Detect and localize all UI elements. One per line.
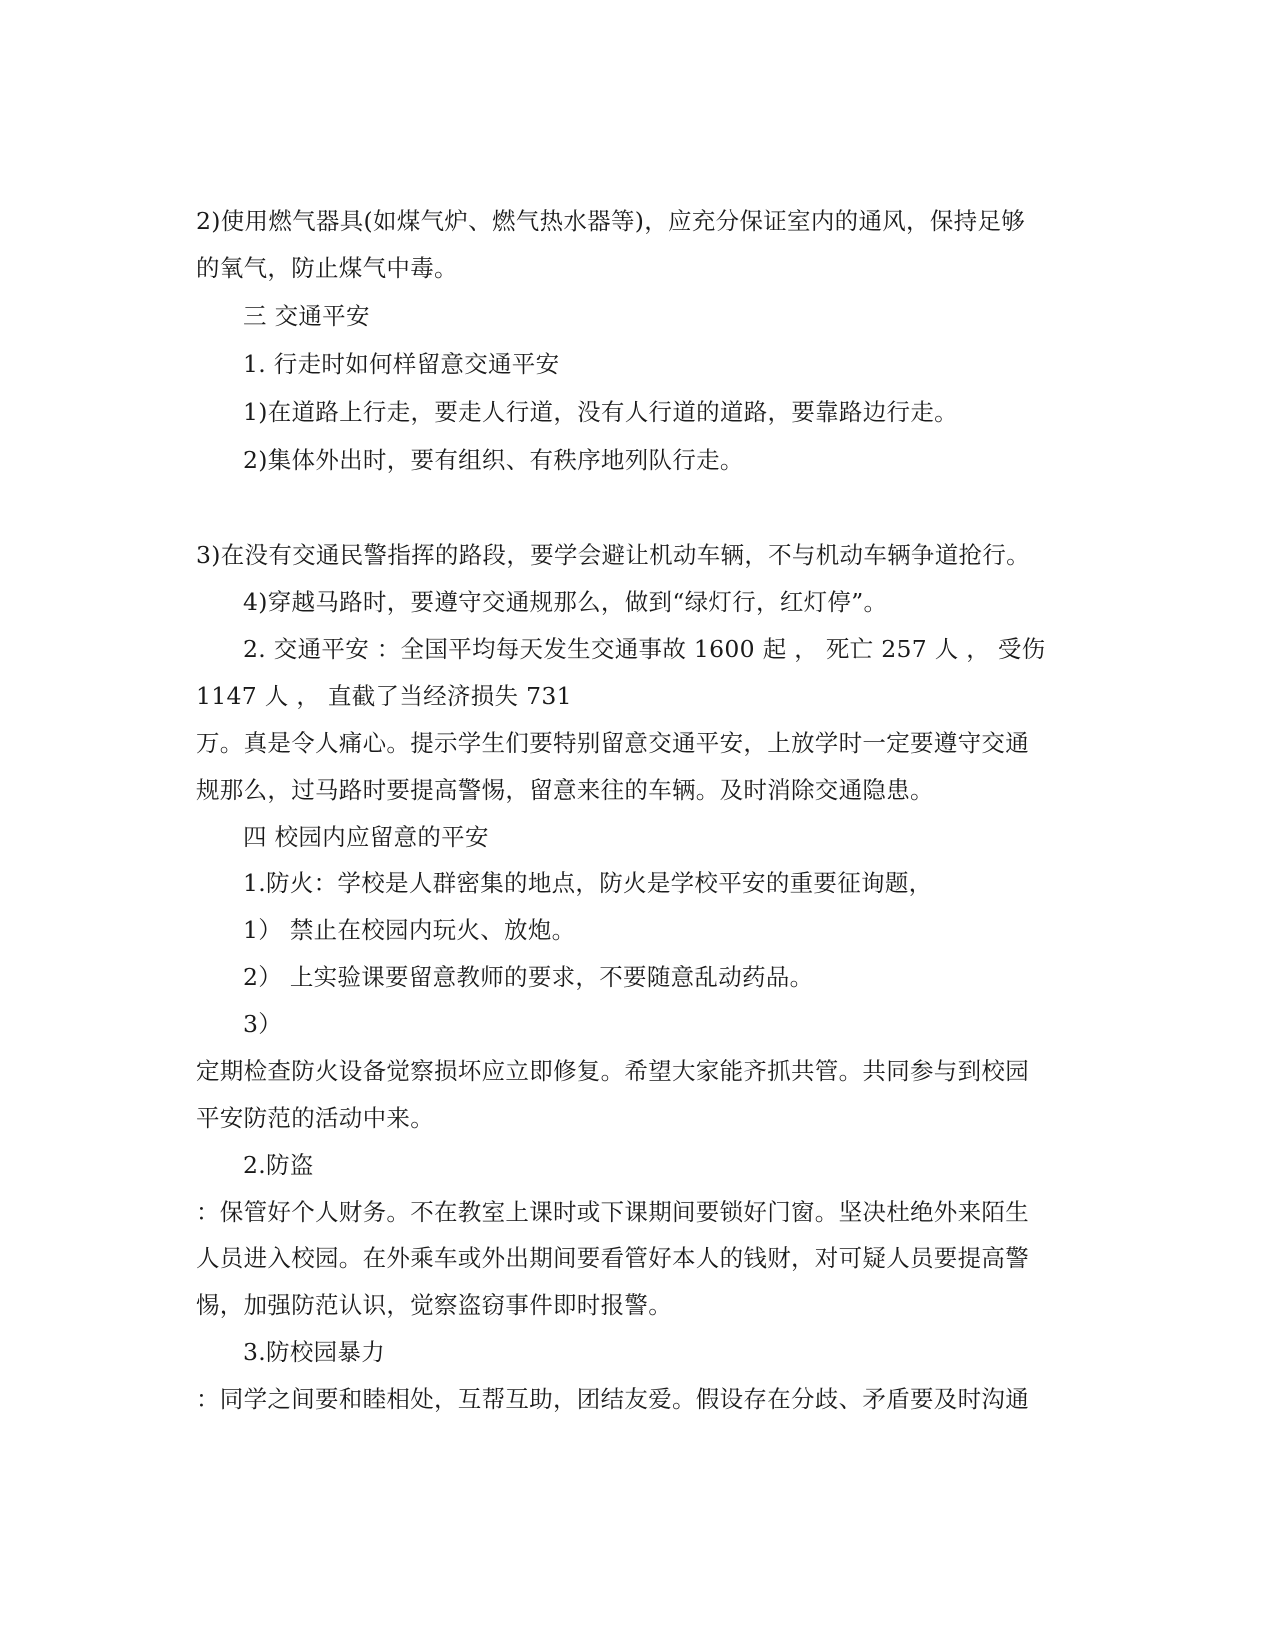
text-line: 1147 人 ， 直截了当经济损失 731 [196, 682, 572, 710]
text-line: 3)在没有交通民警指挥的路段，要学会避让机动车辆，不与机动车辆争道抢行。 [196, 541, 1030, 569]
subsection-heading: 1. 行走时如何样留意交通平安 [243, 350, 560, 378]
text-line: ：保管好个人财务。不在教室上课时或下课期间要锁好门窗。坚决杜绝外来陌生 [196, 1198, 1029, 1226]
section-heading: 四 校园内应留意的平安 [243, 823, 489, 851]
text-line: 1)在道路上行走，要走人行道，没有人行道的道路，要靠路边行走。 [243, 398, 958, 426]
text-line: 2)使用燃气器具(如煤气炉、燃气热水器等)，应充分保证室内的通风，保持足够 [196, 207, 1026, 235]
text-line: 规那么，过马路时要提高警惕，留意来往的车辆。及时消除交通隐患。 [196, 776, 934, 804]
text-line: 万。真是令人痛心。提示学生们要特别留意交通平安，上放学时一定要遵守交通 [196, 729, 1029, 757]
subsection-heading: 3.防校园暴力 [243, 1338, 386, 1366]
section-heading: 三 交通平安 [243, 302, 370, 330]
text-line: 2） 上实验课要留意教师的要求，不要随意乱动药品。 [243, 963, 814, 991]
text-line: 2. 交通平安 ：全国平均每天发生交通事故 1600 起 ， 死亡 257 人 ， 受伤 [243, 635, 1046, 663]
text-line: 1.防火：学校是人群密集的地点，防火是学校平安的重要征询题， [243, 869, 933, 897]
text-line: ：同学之间要和睦相处，互帮互助，团结友爱。假设存在分歧、矛盾要及时沟通 [196, 1385, 1029, 1413]
text-line: 2)集体外出时，要有组织、有秩序地列队行走。 [243, 446, 744, 474]
text-line: 3） [243, 1010, 283, 1038]
text-line: 4)穿越马路时，要遵守交通规那么，做到“绿灯行，红灯停”。 [243, 588, 888, 616]
text-line: 平安防范的活动中来。 [196, 1104, 434, 1132]
text-line: 的氧气，防止煤气中毒。 [196, 254, 458, 282]
text-line: 惕，加强防范认识，觉察盗窃事件即时报警。 [196, 1291, 672, 1319]
text-line: 定期检查防火设备觉察损坏应立即修复。希望大家能齐抓共管。共同参与到校园 [196, 1057, 1029, 1085]
text-line: 1） 禁止在校园内玩火、放炮。 [243, 916, 576, 944]
text-line: 人员进入校园。在外乘车或外出期间要看管好本人的钱财，对可疑人员要提高警 [196, 1244, 1029, 1272]
subsection-heading: 2.防盗 [243, 1151, 314, 1179]
